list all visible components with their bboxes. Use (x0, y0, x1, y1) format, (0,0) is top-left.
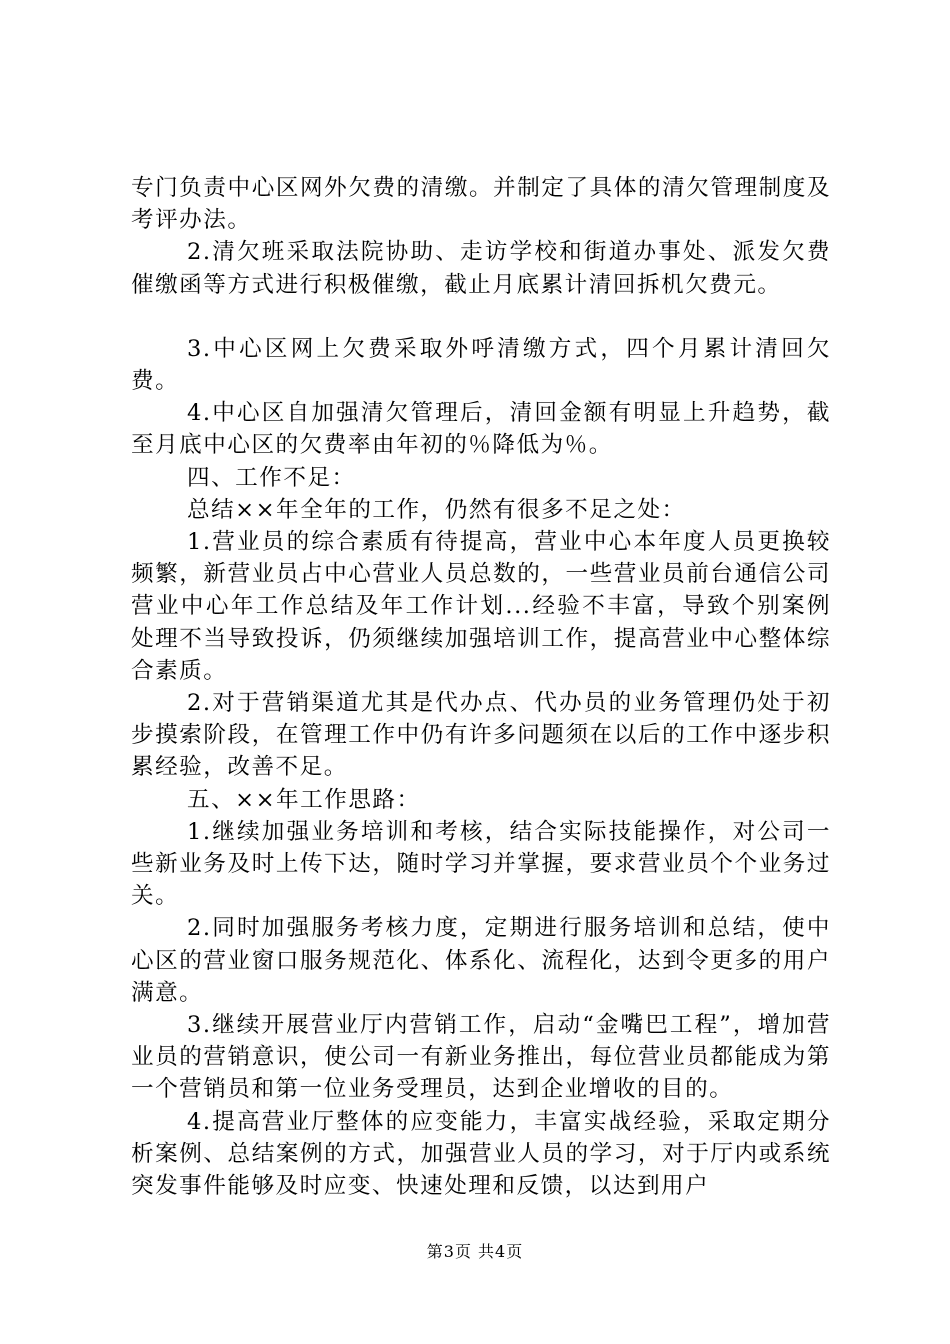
paragraph-summary: 总结××年全年的工作，仍然有很多不足之处： (187, 496, 686, 523)
paragraph-continuation: 专门负责中心区网外欠费的清缴。并制定了具体的清欠管理制度及考评办法。 (131, 175, 831, 234)
paragraph-plan-3: 3.继续开展营业厅内营销工作，启动“金嘴巴工程”，增加营业员的营销意识，使公司一有新业务推出，每位营业员都能成为第一个营销员和第一位业务受理员，达到企业增收的目的。 (131, 1012, 831, 1103)
page-number-footer: 第3页 共4页 (426, 1242, 524, 1261)
section-heading-work-plan: 五、××年工作思路： (187, 786, 421, 813)
document-body (131, 172, 831, 1202)
paragraph-shortcoming-2: 2.对于营销渠道尤其是代办点、代办员的业务管理仍处于初步摸索阶段，在管理工作中仍有许多问题须在以后的工作中逐步积累经验，改善不足。 (131, 690, 831, 781)
paragraph-plan-2: 2.同时加强服务考核力度，定期进行服务培训和总结，使中心区的营业窗口服务规范化、体系化、流程化，达到令更多的用户满意。 (131, 915, 831, 1006)
section-heading-shortcomings: 四、工作不足： (187, 464, 356, 491)
paragraph-plan-4: 4.提高营业厅整体的应变能力，丰富实战经验，采取定期分析案例、总结案例的方式，加强营业人员的学习，对于厅内或系统突发事件能够及时应变、快速处理和反馈，以达到用户 (131, 1108, 831, 1200)
paragraph-item-2: 2.清欠班采取法院协助、走访学校和街道办事处、派发欠费催缴函等方式进行积极催缴，截止月底累计清回拆机欠费元。 (131, 239, 831, 298)
paragraph-item-3: 3.中心区网上欠费采取外呼清缴方式，四个月累计清回欠费。 (131, 335, 831, 395)
paragraph-plan-1: 1.继续加强业务培训和考核，结合实际技能操作，对公司一些新业务及时上传下达，随时学习并掌握，要求营业员个个业务过关。 (131, 818, 831, 910)
paragraph-item-4: 4.中心区自加强清欠管理后，清回金额有明显上升趋势，截至月底中心区的欠费率由年初的％降低为％。 (131, 400, 831, 459)
paragraph-shortcoming-1: 1.营业员的综合素质有待提高，营业中心本年度人员更换较频繁，新营业员占中心营业人员总数的，一些营业员前台通信公司营业中心年工作总结及年工作计划...经验不丰富，导致个别案例处理不当导致投诉，仍须继续加强培训工作，提高营业中心整体综合素质。 (131, 529, 831, 684)
